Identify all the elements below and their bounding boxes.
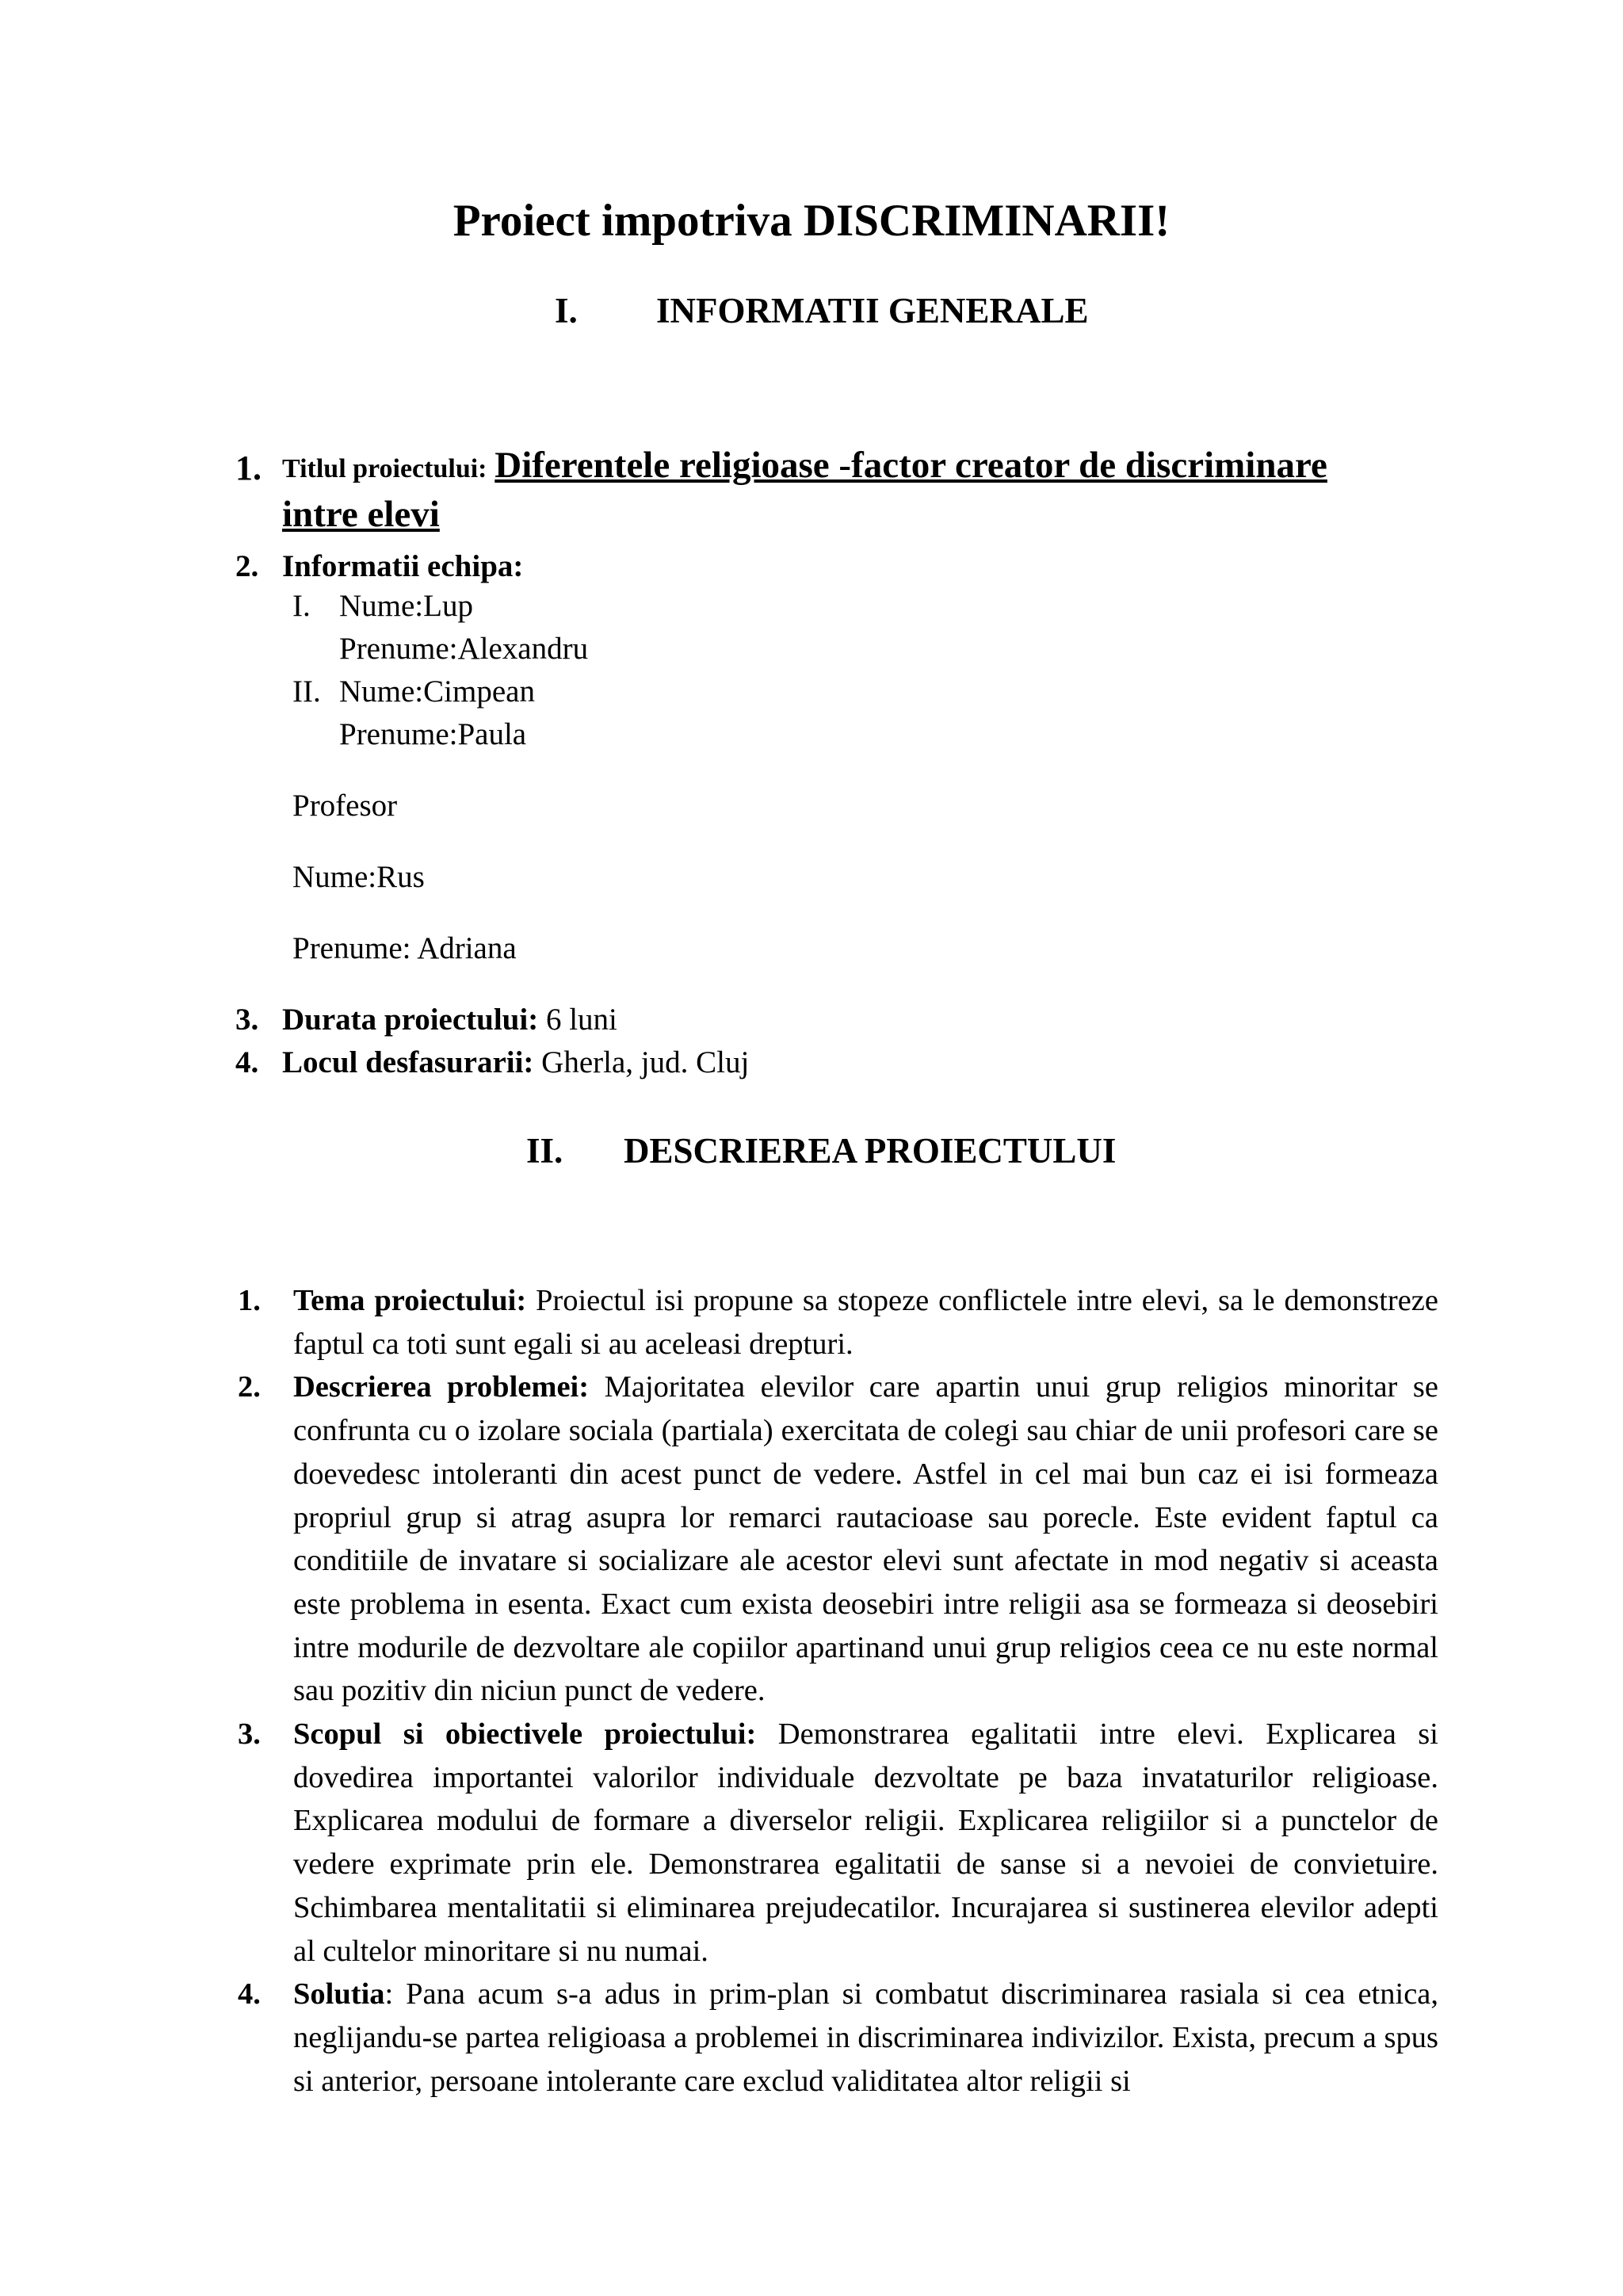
item-label: Solutia (293, 1977, 385, 2011)
project-title-value: Diferentele religioase -factor creator de discriminare (495, 445, 1327, 486)
item-label: Scopul si obiectivele proiectului: (293, 1717, 757, 1752)
item-label: Descrierea problemei: (293, 1370, 590, 1404)
duration-value: 6 luni (538, 1003, 617, 1037)
item-label: Tema proiectului: (293, 1284, 527, 1317)
section-title: DESCRIEREA PROIECTULUI (624, 1131, 1117, 1171)
duration-label: Durata proiectului: (282, 1003, 539, 1037)
member-nume: Nume:Cimpean (339, 674, 535, 709)
location-label: Locul desfasurarii: (282, 1045, 534, 1079)
description-list (238, 1279, 1438, 2103)
location-value: Gherla, jud. Cluj (533, 1045, 750, 1079)
list-number: 3. (235, 1003, 259, 1037)
profesor-prenume: Prenume: Adriana (292, 931, 517, 965)
list-item (238, 1713, 1438, 1973)
list-item (238, 1366, 1438, 1713)
profesor-nume: Nume:Rus (292, 860, 425, 894)
section-number: II. (526, 1131, 563, 1171)
member-prenume: Prenume:Alexandru (339, 632, 589, 666)
item-text: : Pana acum s-a adus in prim-plan si combatut discriminarea rasiala si cea etnica, neglijandu-se partea religioasa a problemei in discriminarea indivizilor. Exista, precum a spus si anterior, persoane intolerante care exclud validitatea altor religii si (293, 1977, 1438, 2098)
list-number: 4. (235, 1045, 259, 1079)
list-number: 2. (238, 1370, 261, 1404)
project-title-line2: intre elevi (282, 494, 440, 535)
team-info-label: Informatii echipa: (282, 549, 524, 583)
duration-line (282, 1000, 617, 1040)
member-prenume: Prenume:Paula (339, 717, 527, 751)
list-number: 2. (235, 549, 259, 583)
project-title-label: Titlul proiectului: (282, 454, 487, 483)
project-title-line1 (282, 445, 1327, 489)
list-item (238, 1973, 1438, 2103)
section-title: INFORMATII GENERALE (656, 291, 1089, 330)
item-text: Demonstrarea egalitatii intre elevi. Explicarea si dovedirea importantei valorilor individuale dezvoltate pe baza invataturilor religioase. Explicarea modului de formare a diverselor religii. Explicarea religiilor si a punctelor de vedere exprimate prin ele. Demonstrarea egalitatii de sanse si a nevoiei de convietuire. Schimbarea mentalitatii si eliminarea prejudecatilor. Incurajarea si sustinerea elevilor adepti al cultelor minoritare si nu numai. (293, 1717, 1438, 1968)
list-number: 4. (238, 1977, 261, 2011)
location-line (282, 1043, 749, 1083)
member-number: I. (292, 589, 311, 623)
member-number: II. (292, 674, 321, 709)
item-text: Majoritatea elevilor care apartin unui grup religios minoritar se confrunta cu o izolare sociala (partiala) exercitata de colegi sau chiar de unii profesori care se doevedesc intoleranti din acest punct de vedere. Astfel in cel mai bun caz ei isi formeaza propriul grup si atrag asupra lor remarci rautacioase sau porecle. Este evident faptul ca conditiile de invatare si socializare ale acestor elevi sunt afectate in mod negativ si aceasta este problema in esenta. Exact cum exista deosebiri intre religii asa se formeaza si deosebiri intre modurile de dezvoltare ale copiilor apartinand unui grup religios ceea ce nu este normal sau pozitiv din niciun punct de vedere. (293, 1370, 1438, 1708)
member-nume: Nume:Lup (339, 589, 473, 623)
list-number: 3. (238, 1717, 261, 1752)
list-number: 1. (235, 449, 262, 487)
section-number: I. (555, 291, 578, 330)
document-title: Proiect impotriva DISCRIMINARII! (453, 196, 1170, 246)
list-number: 1. (238, 1284, 261, 1317)
list-item (238, 1279, 1438, 1366)
item-text: Proiectul isi propune sa stopeze conflictele intre elevi, sa le demonstreze faptul ca toti sunt egali si au aceleasi drepturi. (293, 1284, 1438, 1361)
profesor-label: Profesor (292, 789, 398, 823)
